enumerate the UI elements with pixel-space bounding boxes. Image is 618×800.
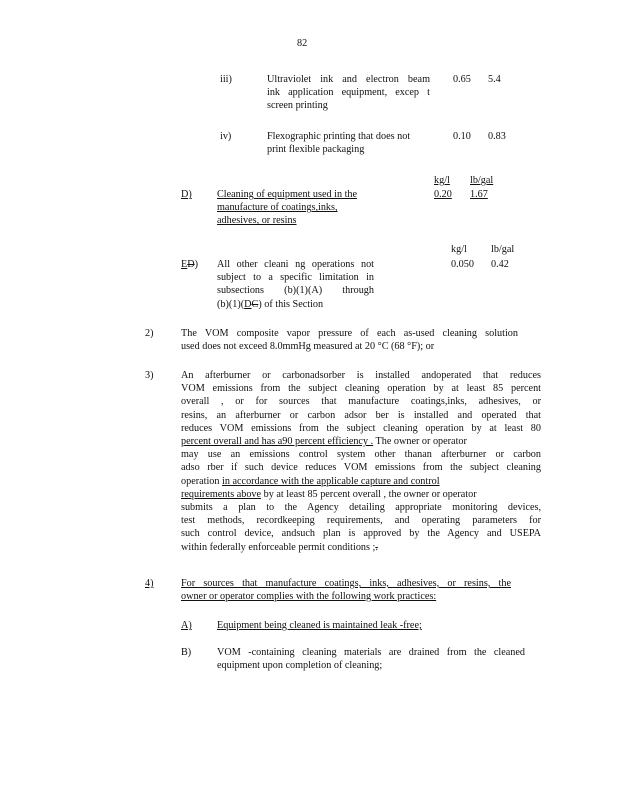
item-d-line-3: adhesives, or resins (217, 215, 297, 227)
item-e-line-1: All other cleani ng operations not (217, 259, 374, 270)
item-e-text (217, 258, 374, 311)
sub-b-text (217, 646, 525, 672)
para-3-text (181, 369, 541, 554)
item-iv-label: iv) (220, 131, 232, 142)
item-e-line-4-deleted: C (251, 298, 259, 310)
para-3-line-14-deleted: . (375, 541, 378, 553)
para-3-line-10-inserted: requirements above (181, 488, 262, 500)
item-e-line-4-inserted: D (244, 298, 252, 310)
item-e-unit-lb: lb/gal (491, 244, 515, 255)
para-3-line-9-inserted: in accordance with the applicable capture and control (222, 475, 440, 487)
para-3-line-13: such control device, andsuch plan is approved by the Agency and USEPA (181, 528, 541, 540)
item-d-line-2: manufacture of coatings,inks, (217, 202, 338, 214)
para-4-text (181, 577, 511, 603)
para-3-line-7: may use an emissions control system other thanan afterburner or carbon (181, 449, 541, 461)
item-d-line-1: Cleaning of equipment used in the (217, 189, 358, 200)
item-d-text (217, 188, 387, 228)
para-2-text (181, 327, 518, 353)
sub-b-line-2: equipment upon completion of cleaning; (217, 660, 383, 672)
para-3-line-10 (181, 488, 541, 501)
para-4-label: 4) (145, 578, 154, 589)
para-3-line-1: An afterburner or carbonadsorber is installed andoperated that reduces (181, 370, 541, 381)
sub-a-text: Equipment being cleaned is maintained leak -free; (217, 620, 422, 631)
page-number: 82 (297, 38, 308, 49)
item-d-kg: 0.20 (434, 189, 452, 200)
item-e-lb: 0.42 (491, 259, 509, 270)
item-e-label-inserted: E (181, 259, 188, 270)
item-iii-line-3: screen printing (267, 100, 328, 112)
item-iv-lb: 0.83 (488, 131, 506, 142)
para-4-line-1: For sources that manufacture coatings, inks, adhesives, or resins, the (181, 578, 511, 589)
para-3-label: 3) (145, 370, 154, 381)
item-iii-lb: 5.4 (488, 74, 501, 85)
item-iv-line-2: print flexible packaging (267, 144, 365, 156)
para-3-line-12: test methods, recordkeeping requirements, and operating parameters for (181, 515, 541, 527)
item-d-unit-kg: kg/l (434, 175, 450, 186)
para-3-line-11: submits a plan to the Agency detailing appropriate monitoring devices, (181, 502, 541, 514)
para-3-line-3: overall , or for sources that manufacture coatings,inks, adhesives, or (181, 396, 541, 408)
item-e-label-end: ) (194, 259, 198, 270)
item-d-lb: 1.67 (470, 189, 488, 200)
item-iii-kg: 0.65 (453, 74, 471, 85)
item-e-label-deleted: D (187, 259, 195, 270)
item-e-line-4-post: ) of this Section (258, 298, 324, 310)
sub-a-label: A) (181, 620, 192, 631)
item-d-label: D) (181, 189, 192, 200)
para-3-line-9-pre: operation (181, 475, 223, 487)
para-3-line-5: reduces VOM emissions from the subject cleaning operation by at least 80 (181, 422, 541, 434)
para-4-line-2: owner or operator complies with the following work practices: (181, 591, 437, 603)
para-2-label: 2) (145, 328, 154, 339)
para-3-line-10-rest: by at least 85 percent overall , the owner or operator (261, 488, 477, 500)
para-3-line-6-rest: The owner or operator (373, 436, 467, 448)
item-d-unit-lb: lb/gal (470, 175, 494, 186)
item-e-line-4 (217, 298, 374, 311)
item-iv-text (267, 130, 437, 156)
item-e-line-4-pre: (b)(1)( (217, 298, 245, 310)
item-e-kg: 0.050 (451, 259, 474, 270)
item-e-line-3: subsections (b)(1)(A) through (217, 285, 374, 297)
para-3-line-9 (181, 475, 541, 488)
item-iii-line-1: Ultraviolet ink and electron beam (267, 74, 430, 85)
sub-b-label: B) (181, 647, 192, 658)
sub-b-line-1: VOM -containing cleaning materials are drained from the cleaned (217, 647, 525, 658)
para-3-line-14-pre: within federally enforceable permit conditions ; (181, 541, 376, 553)
item-e-unit-kg: kg/l (451, 244, 467, 255)
item-iii-label: iii) (220, 74, 232, 85)
item-iii-line-2: ink application equipment, excep t (267, 87, 430, 99)
para-3-line-4: resins, an afterburner or carbon adsor ber is installed and operated that (181, 409, 541, 421)
item-iii-text (267, 73, 430, 113)
item-iv-line-1: Flexographic printing that does not (267, 131, 411, 142)
item-e-line-2: subject to a specific limitation in (217, 272, 374, 284)
para-3-line-8: adso rber if such device reduces VOM emissions from the subject cleaning (181, 462, 541, 474)
item-e-label (181, 258, 198, 271)
item-iv-kg: 0.10 (453, 131, 471, 142)
para-3-line-6 (181, 435, 541, 448)
para-2-line-2: used does not exceed 8.0mmHg measured at 20 °C (68 °F); or (181, 341, 435, 353)
para-3-line-6-inserted: percent overall and has a90 percent efficiency . (181, 436, 374, 448)
para-2-line-1: The VOM composite vapor pressure of each as-used cleaning solution (181, 328, 518, 339)
para-3-line-2: VOM emissions from the subject cleaning operation by at least 85 percent (181, 383, 541, 395)
para-3-line-14 (181, 541, 541, 554)
